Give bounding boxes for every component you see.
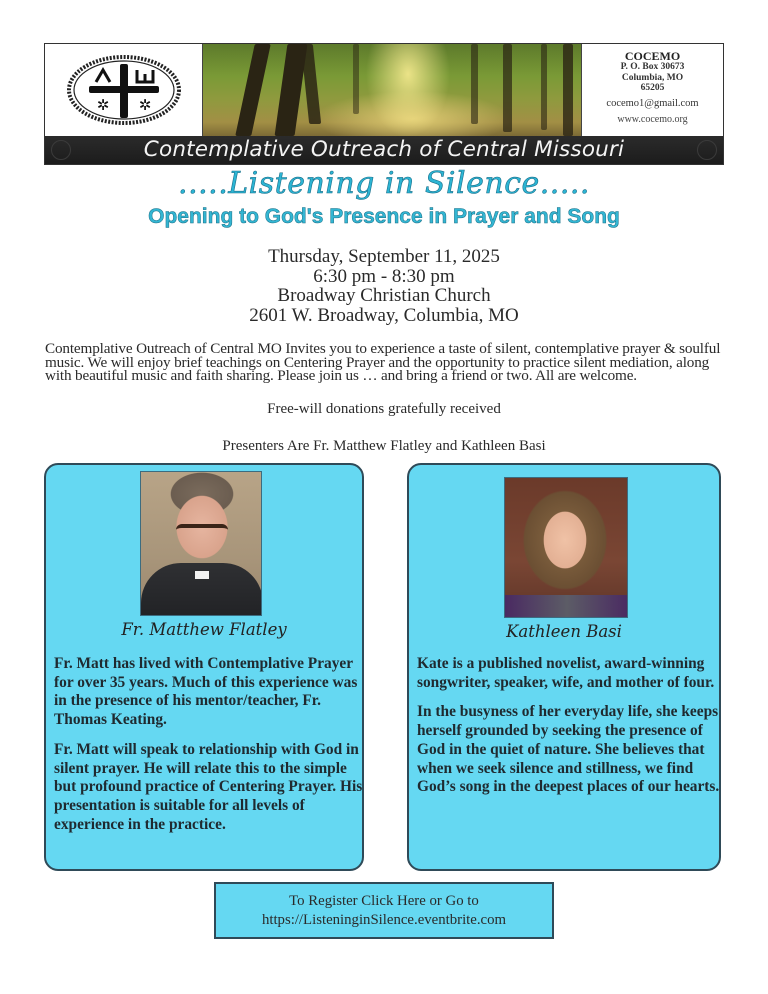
forest-sunlight-path-image [203, 44, 581, 136]
fr-matthew-flatley-photo [140, 471, 262, 616]
bio-paragraph: Fr. Matt will speak to relationship with God in silent prayer. He will relate this to the simple but profound practice of Centering Prayer. His presentation is suitable for all levels of experience in the practice. [54, 740, 363, 833]
event-address: 2601 W. Broadway, Columbia, MO [249, 304, 519, 326]
register-url[interactable]: https://ListeninginSilence.eventbrite.com [261, 912, 507, 928]
banner-title-bar [45, 136, 723, 164]
event-details [0, 247, 768, 325]
presenter-card-basi [407, 463, 721, 871]
svg-text:✲: ✲ [96, 96, 109, 114]
presenter-card-flatley [44, 463, 364, 871]
po-box: P. O. Box 30673 [620, 62, 685, 72]
event-subtitle: Opening to God's Presence in Prayer and Song [148, 205, 620, 228]
event-title: .....Listening in Silence..... [178, 166, 590, 201]
event-date: Thursday, September 11, 2025 [268, 246, 500, 267]
bio-paragraph: Fr. Matt has lived with Contemplative Prayer for over 35 years. Much of this experience was in the presence of his mentor/teacher, Fr. Thomas Keating. [54, 655, 358, 729]
decorative-emblem-icon [697, 140, 717, 160]
cross-alpha-omega-logo-icon [63, 52, 185, 128]
svg-text:✲: ✲ [138, 96, 151, 114]
website-link[interactable]: www.cocemo.org [617, 113, 688, 125]
bio-paragraph: Kate is a published novelist, award-winning songwriter, speaker, wife, and mother of four. [417, 655, 715, 691]
kathleen-basi-photo [504, 477, 628, 618]
logo [45, 44, 203, 136]
presenter-name: Kathleen Basi [506, 622, 622, 641]
intro-paragraph: Contemplative Outreach of Central MO Invites you to experience a taste of silent, contemplative prayer & soulful music. We will enjoy brief teachings on Centering Prayer and the opportunity to practice silent mediation, along with beautiful music and faith sharing. Please join us … and bring a friend or two. All are welcome. [45, 340, 721, 385]
register-link-button[interactable] [214, 882, 554, 939]
donations-note: Free-will donations gratefully received [267, 401, 501, 417]
org-short-name: COCEMO [624, 49, 681, 63]
city-state: Columbia, MO [621, 72, 684, 83]
header-banner [44, 43, 724, 165]
email-link[interactable]: cocemo1@gmail.com [606, 97, 699, 109]
event-time: 6:30 pm - 8:30 pm [313, 265, 455, 287]
decorative-emblem-icon [51, 140, 71, 160]
presenter-bio [417, 655, 721, 808]
bio-paragraph: In the busyness of her everyday life, she keeps herself grounded by seeking the presence of God in the quiet of nature. She believes that when we seek silence and stillness, we find God’s song in the deepest places of our hearts. [417, 703, 720, 796]
banner-title: Contemplative Outreach of Central Missouri [143, 137, 625, 162]
register-label: To Register Click Here or Go to [289, 893, 479, 909]
presenters-line: Presenters Are Fr. Matthew Flatley and Kathleen Basi [222, 438, 546, 454]
event-venue: Broadway Christian Church [277, 285, 491, 306]
presenter-name: Fr. Matthew Flatley [121, 620, 287, 639]
presenter-bio [54, 655, 364, 845]
contact-info [581, 44, 723, 136]
banner-top [45, 44, 723, 136]
zip-code: 65205 [640, 83, 665, 93]
